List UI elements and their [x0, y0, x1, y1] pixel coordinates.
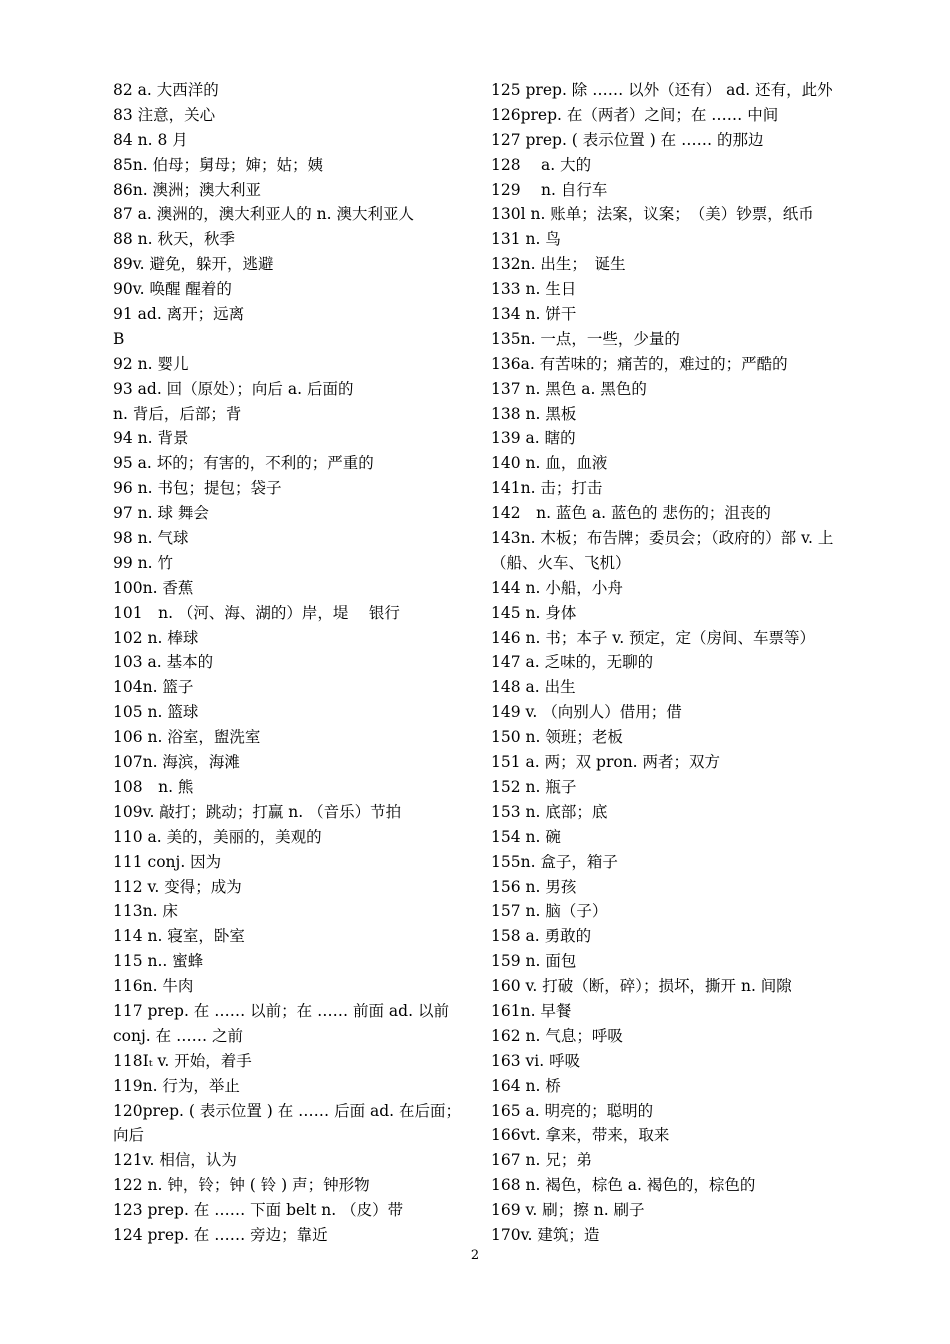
- vocab-entry: 135n. 一点，一些，少量的: [491, 329, 680, 348]
- vocab-entry: conj. 在 …… 之前: [113, 1026, 244, 1045]
- vocab-entry: 154 n. 碗: [491, 827, 561, 846]
- vocab-entry: 141n. 击；打击: [491, 479, 603, 498]
- vocab-entry: 112 v. 变得；成为: [113, 877, 242, 896]
- vocab-entry: 123 prep. 在 …… 下面 belt n. （皮）带: [113, 1201, 404, 1220]
- vocab-entry: 156 n. 男孩: [491, 877, 577, 896]
- vocab-entry: 96 n. 书包；提包；袋子: [113, 479, 282, 498]
- vocab-entry: 122 n. 钟，铃；钟 ( 铃 ) 声；钟形物: [113, 1176, 370, 1195]
- vocab-entry: 167 n. 兄；弟: [491, 1151, 592, 1170]
- vocab-entry: 166vt. 拿来，带来，取来: [491, 1126, 670, 1145]
- vocab-entry: 126prep. 在（两者）之间；在 …… 中间: [491, 105, 779, 124]
- vocab-entry: 168 n. 褐色，棕色 a. 褐色的，棕色的: [491, 1176, 756, 1195]
- vocab-entry: 114 n. 寝室，卧室: [113, 927, 245, 946]
- vocab-entry: 163 vi. 呼吸: [491, 1051, 581, 1070]
- vocab-entry: 86n. 澳洲；澳大利亚: [113, 180, 262, 199]
- vocab-entry: 88 n. 秋天，秋季: [113, 230, 235, 249]
- vocab-entry: 99 n. 竹: [113, 553, 173, 572]
- vocab-entry: 95 a. 坏的；有害的，不利的；严重的: [113, 454, 374, 473]
- vocab-entry: 94 n. 背景: [113, 429, 189, 448]
- vocab-entry: 140 n. 血，血液: [491, 454, 608, 473]
- vocab-entry: 145 n. 身体: [491, 603, 577, 622]
- vocab-entry: 142 n. 蓝色 a. 蓝色的 悲伤的；沮丧的: [491, 504, 771, 523]
- vocab-entry: 127 prep. ( 表示位置 ) 在 …… 的那边: [491, 130, 764, 149]
- vocab-entry: 87 a. 澳洲的，澳大利亚人的 n. 澳大利亚人: [113, 205, 415, 224]
- vocab-entry: 90v. 唤醒 醒着的: [113, 280, 232, 299]
- vocab-entry: 162 n. 气息；呼吸: [491, 1026, 623, 1045]
- vocab-entry: 93 ad. 回（原处）；向后 a. 后面的: [113, 379, 354, 398]
- vocab-entry: 133 n. 生日: [491, 280, 577, 299]
- vocab-entry: 159 n. 面包: [491, 952, 577, 971]
- vocab-entry: 150 n. 领班；老板: [491, 728, 623, 747]
- vocab-entry: 84 n. 8 月: [113, 130, 188, 149]
- vocab-entry: 111 conj. 因为: [113, 852, 222, 871]
- vocab-entry: 130l n. 账单；法案，议案； （美）钞票，纸币: [491, 205, 814, 224]
- vocab-entry: 91 ad. 离开；远离: [113, 305, 245, 324]
- vocab-entry: 100n. 香蕉: [113, 578, 194, 597]
- vocab-entry: 106 n. 浴室，盥洗室: [113, 728, 261, 747]
- vocab-entry: 119n. 行为，举止: [113, 1076, 240, 1095]
- vocab-entry: 89v. 避免，躲开，逃避: [113, 255, 274, 274]
- left-column: [113, 78, 473, 1248]
- vocab-entry: 101 n. （河、海、湖的）岸，堤 银行: [113, 603, 400, 622]
- vocab-entry: 169 v. 刷；擦 n. 刷子: [491, 1201, 645, 1220]
- vocab-entry: 116n. 牛肉: [113, 977, 194, 996]
- vocab-entry: n. 背后，后部；背: [113, 404, 242, 423]
- vocab-entry: 157 n. 脑（子）: [491, 902, 608, 921]
- vocab-entry: 149 v. （向别人）借用；借: [491, 703, 682, 722]
- vocab-entry: 144 n. 小船，小舟: [491, 578, 623, 597]
- vocab-entry: 105 n. 篮球: [113, 703, 199, 722]
- vocab-entry: 139 a. 瞎的: [491, 429, 576, 448]
- vocab-entry: 121v. 相信，认为: [113, 1151, 237, 1170]
- vocab-entry: 92 n. 婴儿: [113, 354, 189, 373]
- vocab-entry: 160 v. 打破（断，碎）；损坏，撕开 n. 间隙: [491, 977, 792, 996]
- vocab-entry: 113n. 床: [113, 902, 178, 921]
- vocab-entry: 117 prep. 在 …… 以前；在 …… 前面 ad. 以前: [113, 1001, 449, 1020]
- vocab-entry: 153 n. 底部；底: [491, 802, 608, 821]
- vocab-entry: 165 a. 明亮的；聪明的: [491, 1101, 654, 1120]
- vocab-entry: 161n. 早餐: [491, 1001, 572, 1020]
- vocab-entry: 151 a. 两；双 pron. 两者；双方: [491, 753, 721, 772]
- vocab-entry: 138 n. 黑板: [491, 404, 577, 423]
- page-number: 2: [470, 1248, 480, 1263]
- vocab-entry: 108 n. 熊: [113, 777, 194, 796]
- vocab-entry: 118Iₜ v. 开始，着手: [113, 1051, 252, 1070]
- vocab-entry: 124 prep. 在 …… 旁边；靠近: [113, 1225, 328, 1244]
- vocab-entry: 143n. 木板；布告牌；委员会；（政府的）部 v. 上: [491, 529, 834, 548]
- vocab-entry: （船、火车、飞机）: [491, 553, 631, 572]
- vocab-entry: 102 n. 棒球: [113, 628, 199, 647]
- vocab-entry: 125 prep. 除 …… 以外（还有） ad. 还有，此外: [491, 81, 833, 99]
- vocab-entry: 120prep. ( 表示位置 ) 在 …… 后面 ad. 在后面；: [113, 1101, 462, 1120]
- vocab-entry: 97 n. 球 舞会: [113, 504, 209, 523]
- vocab-entry: 170v. 建筑；造: [491, 1225, 600, 1244]
- vocab-entry: 131 n. 鸟: [491, 230, 561, 249]
- vocab-entry: 104n. 篮子: [113, 678, 194, 697]
- vocab-entry: 136a. 有苦味的；痛苦的，难过的；严酷的: [491, 354, 788, 373]
- vocab-entry: 164 n. 桥: [491, 1076, 561, 1095]
- vocab-entry: 107n. 海滨，海滩: [113, 753, 240, 772]
- vocab-entry: 82 a. 大西洋的: [113, 81, 219, 99]
- vocab-entry: B: [113, 329, 125, 348]
- vocab-entry: 146 n. 书；本子 v. 预定，定（房间、车票等）: [491, 628, 816, 647]
- vocab-entry: 115 n.. 蜜蜂: [113, 952, 204, 971]
- vocab-entry: 155n. 盒子，箱子: [491, 852, 618, 871]
- vocab-entry: 109v. 敲打；跳动；打赢 n. （音乐）节拍: [113, 802, 402, 821]
- vocab-entry: 134 n. 饼干: [491, 305, 577, 324]
- vocab-entry: 110 a. 美的，美丽的，美观的: [113, 827, 322, 846]
- vocab-entry: 98 n. 气球: [113, 529, 189, 548]
- vocab-entry: 向后: [113, 1126, 145, 1145]
- right-column: [491, 78, 851, 1248]
- vocab-entry: 158 a. 勇敢的: [491, 927, 592, 946]
- vocab-entry: 137 n. 黑色 a. 黑色的: [491, 379, 647, 398]
- vocab-entry: 85n. 伯母；舅母；婶；姑；姨: [113, 155, 324, 174]
- vocab-entry: 128 a. 大的: [491, 155, 592, 174]
- vocab-entry: 129 n. 自行车: [491, 180, 608, 199]
- vocab-entry: 132n. 出生； 诞生: [491, 255, 626, 274]
- vocab-entry: 148 a. 出生: [491, 678, 576, 697]
- vocab-entry: 152 n. 瓶子: [491, 777, 577, 796]
- vocab-entry: 83 注意，关心: [113, 105, 216, 124]
- vocab-entry: 147 a. 乏味的，无聊的: [491, 653, 654, 672]
- vocab-entry: 103 a. 基本的: [113, 653, 214, 672]
